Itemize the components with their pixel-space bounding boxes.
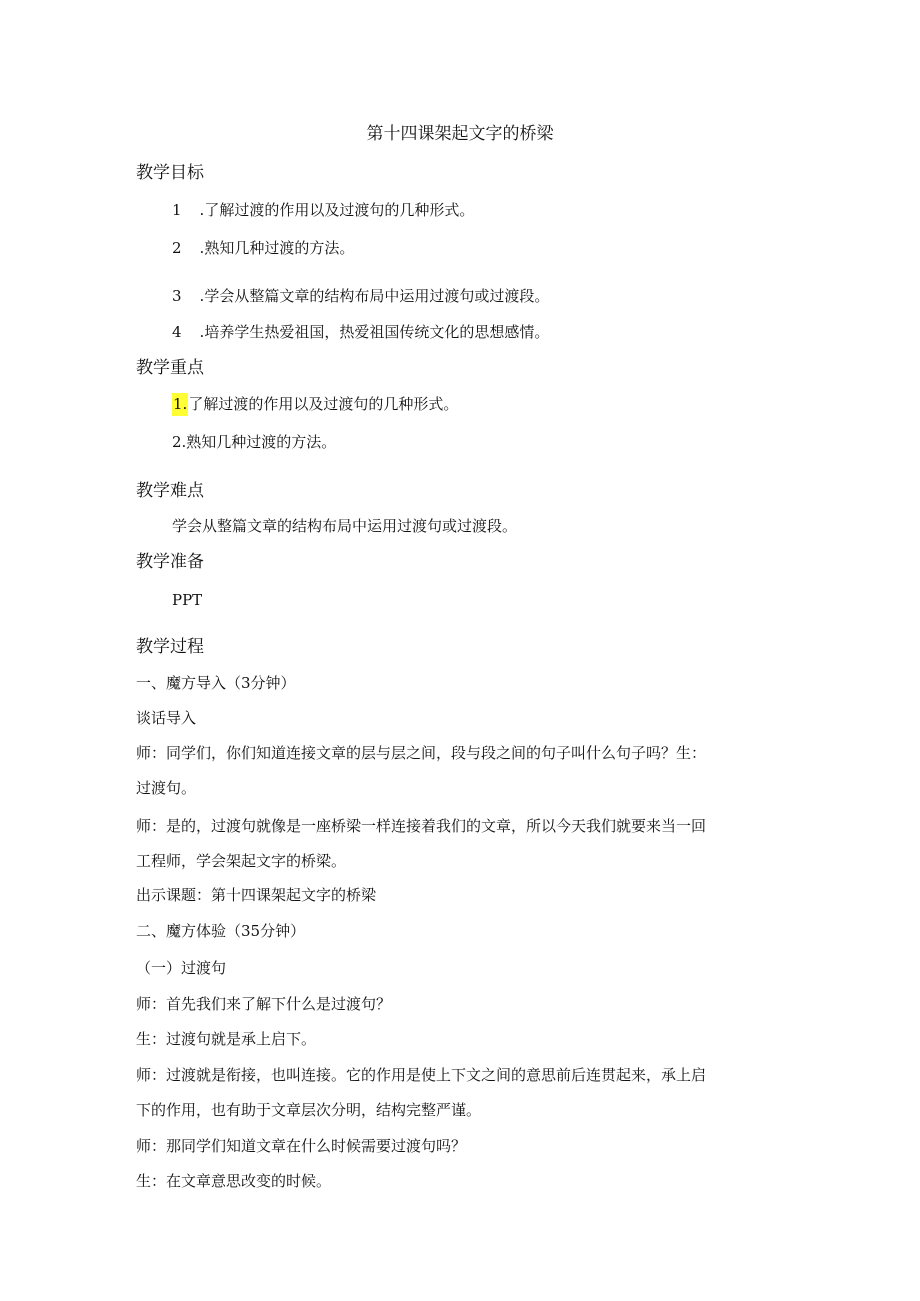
section-heading-difficulty: 教学难点 xyxy=(136,481,204,501)
process-line: 谈话导入 xyxy=(136,709,197,727)
section-heading-goals: 教学目标 xyxy=(136,163,204,183)
highlighted-number: 1. xyxy=(172,393,188,416)
process-line: 师：同学们，你们知道连接文章的层与层之间，段与段之间的句子叫什么句子吗？生： xyxy=(136,744,707,762)
section-heading-key-points: 教学重点 xyxy=(136,358,204,378)
goal-item-2 xyxy=(172,239,354,258)
process-line: 二、魔方体验（35分钟） xyxy=(136,922,306,940)
goal-item-1 xyxy=(172,201,474,220)
goal-item-3 xyxy=(172,287,549,306)
document-title: 第十四课架起文字的桥梁 xyxy=(366,124,554,144)
goal-number: 2 xyxy=(172,239,182,257)
process-line: 出示课题：第十四课架起文字的桥梁 xyxy=(136,886,377,904)
goal-number: 3 xyxy=(172,287,182,305)
process-line: 师：那同学们知道文章在什么时候需要过渡句吗？ xyxy=(136,1137,467,1155)
goal-number: 1 xyxy=(172,201,182,219)
section-heading-process: 教学过程 xyxy=(136,637,204,657)
key-point-item-2: 2.熟知几种过渡的方法。 xyxy=(172,433,337,451)
goal-number: 4 xyxy=(172,323,182,341)
process-line: 生：在文章意思改变的时候。 xyxy=(136,1172,332,1190)
process-line: 过渡句。 xyxy=(136,779,197,797)
process-line: 生：过渡句就是承上启下。 xyxy=(136,1030,317,1048)
difficulty-text: 学会从整篇文章的结构布局中运用过渡句或过渡段。 xyxy=(172,517,518,535)
preparation-text: PPT xyxy=(172,591,203,609)
key-point-text: 了解过渡的作用以及过渡句的几种形式。 xyxy=(188,395,459,413)
key-point-item-1 xyxy=(172,395,458,414)
process-line: 师：首先我们来了解下什么是过渡句？ xyxy=(136,995,392,1013)
process-line: 师：是的，过渡句就像是一座桥梁一样连接着我们的文章，所以今天我们就要来当一回 xyxy=(136,817,707,835)
section-heading-preparation: 教学准备 xyxy=(136,552,204,572)
goal-text: .培养学生热爱祖国，热爱祖国传统文化的思想感情。 xyxy=(199,323,550,341)
process-line: （一）过渡句 xyxy=(136,959,227,977)
goal-text: .了解过渡的作用以及过渡句的几种形式。 xyxy=(199,201,475,219)
process-line: 师：过渡就是衔接，也叫连接。它的作用是使上下文之间的意思前后连贯起来，承上启 xyxy=(136,1066,707,1084)
goal-text: .熟知几种过渡的方法。 xyxy=(199,239,355,257)
process-line: 一、魔方导入（3分钟） xyxy=(136,674,296,692)
goal-text: .学会从整篇文章的结构布局中运用过渡句或过渡段。 xyxy=(199,287,550,305)
process-line: 下的作用，也有助于文章层次分明，结构完整严谨。 xyxy=(136,1101,482,1119)
process-line: 工程师，学会架起文字的桥梁。 xyxy=(136,852,347,870)
goal-item-4 xyxy=(172,323,549,342)
